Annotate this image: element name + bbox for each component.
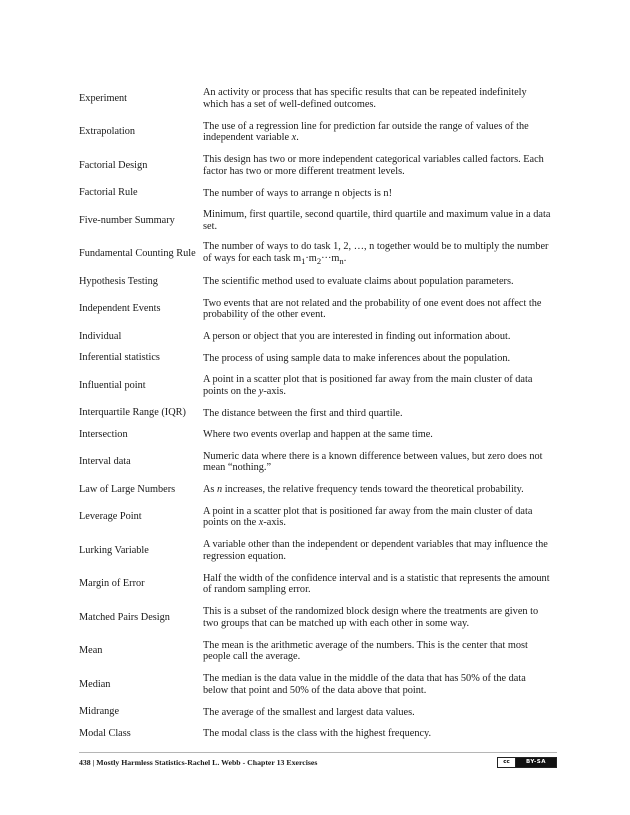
glossary-row (79, 479, 551, 501)
glossary-definition: This design has two or more independent categorical variables called factors. Each factor has two or more different treatment levels. (203, 154, 544, 177)
glossary-definition: The average of the smallest and largest data values. (203, 706, 415, 718)
glossary-definition: The number of ways to do task 1, 2, …, n together would be to multiply the number of ways for each task $m_1\cdot m_2\cdot\cdot\cdot m_n$. (203, 241, 549, 266)
glossary-definition: A point in a scatter plot that is positioned far away from the main cluster of data points on the y-axis. (203, 374, 533, 397)
glossary-row (79, 568, 551, 602)
glossary-term: Intersection (79, 428, 128, 440)
glossary-term: Median (79, 678, 111, 690)
glossary-row (79, 723, 551, 745)
glossary-row (79, 348, 551, 370)
glossary-term: Experiment (79, 92, 128, 104)
glossary-row (79, 369, 551, 403)
glossary-row (79, 271, 551, 293)
glossary-row (79, 149, 551, 183)
glossary-definition: Minimum, first quartile, second quartile, third quartile and maximum value in a data set. (203, 209, 551, 232)
glossary-row (79, 204, 551, 238)
page-footer (79, 757, 557, 771)
glossary-term: Leverage Point (79, 511, 142, 523)
glossary-row (79, 293, 551, 327)
glossary-term: Interval data (79, 456, 131, 468)
glossary-row (79, 534, 551, 568)
glossary-term: Fundamental Counting Rule (79, 248, 196, 260)
license-label: BY-SA (516, 758, 556, 767)
glossary-definition: The distance between the first and third quartile. (203, 407, 403, 419)
glossary-row (79, 501, 551, 535)
glossary-list (79, 82, 551, 745)
glossary-term: Lurking Variable (79, 544, 149, 556)
glossary-row (79, 116, 551, 150)
glossary-row (79, 326, 551, 348)
glossary-definition: Numeric data where there is a known difference between values, but zero does not mean “nothing.” (203, 450, 543, 474)
glossary-term: Influential point (79, 379, 146, 391)
glossary-definition: The scientific method used to evaluate claims about population parameters. (203, 276, 514, 287)
glossary-definition: An activity or process that has specific results that can be repeated indefinitely which has a set of well-defined outcomes. (203, 87, 527, 110)
glossary-row (79, 403, 551, 425)
glossary-row (79, 668, 551, 702)
glossary-definition: The modal class is the class with the highest frequency. (203, 728, 432, 739)
glossary-definition: The median is the data value in the middle of the data that has 50% of the data below that point and 50% of the data above that point. (203, 673, 526, 696)
cc-logo-icon: cc (498, 758, 516, 767)
glossary-definition: The mean is the arithmetic average of the numbers. This is the center that most people call the average. (203, 639, 528, 663)
footer-divider (79, 752, 557, 753)
glossary-term: Matched Pairs Design (79, 611, 170, 623)
glossary-term: Mean (79, 645, 103, 657)
glossary-row (79, 82, 551, 116)
glossary-term: Hypothesis Testing (79, 275, 158, 287)
glossary-term: Individual (79, 330, 122, 342)
cc-license-badge[interactable] (497, 757, 557, 768)
glossary-definition: A point in a scatter plot that is positioned far away from the main cluster of data points on the x-axis. (203, 505, 533, 529)
glossary-row (79, 183, 551, 205)
glossary-row (79, 702, 551, 724)
glossary-row (79, 635, 551, 669)
glossary-row (79, 424, 551, 446)
glossary-definition: The process of using sample data to make inferences about the population. (203, 352, 511, 364)
glossary-definition: Where two events overlap and happen at the same time. (203, 429, 433, 440)
glossary-definition: Two events that are not related and the probability of one event does not affect the probability of the other event. (203, 297, 542, 321)
glossary-definition: As n increases, the relative frequency tends toward the theoretical probability. (203, 484, 524, 495)
glossary-term: Interquartile Range (IQR) (79, 407, 186, 419)
glossary-term: Margin of Error (79, 578, 145, 590)
glossary-definition: The number of ways to arrange n objects is n! (203, 187, 393, 199)
glossary-definition: The use of a regression line for prediction far outside the range of values of the independent variable x. (203, 120, 529, 144)
glossary-definition: A variable other than the independent or dependent variables that may influence the regression equation. (203, 539, 548, 562)
glossary-term: Law of Large Numbers (79, 483, 176, 495)
glossary-row (79, 601, 551, 635)
glossary-term: Factorial Design (79, 159, 148, 171)
glossary-definition: This is a subset of the randomized block design where the treatments are given to two groups that can be matched up with each other in some way. (203, 606, 539, 629)
glossary-term: Independent Events (79, 303, 161, 315)
glossary-term: Five-number Summary (79, 214, 175, 226)
glossary-term: Inferential statistics (79, 352, 160, 364)
glossary-definition: Half the width of the confidence interval and is a statistic that represents the amount of random sampling error. (203, 572, 550, 596)
glossary-term: Factorial Rule (79, 187, 138, 199)
glossary-row (79, 238, 551, 272)
glossary-term: Midrange (79, 706, 120, 718)
footer-text: 438 | Mostly Harmless Statistics-Rachel L. Webb - Chapter 13 Exercises (79, 758, 318, 767)
glossary-definition: A person or object that you are interested in finding out information about. (203, 331, 511, 342)
glossary-row (79, 446, 551, 480)
glossary-term: Extrapolation (79, 126, 136, 138)
glossary-term: Modal Class (79, 727, 131, 739)
